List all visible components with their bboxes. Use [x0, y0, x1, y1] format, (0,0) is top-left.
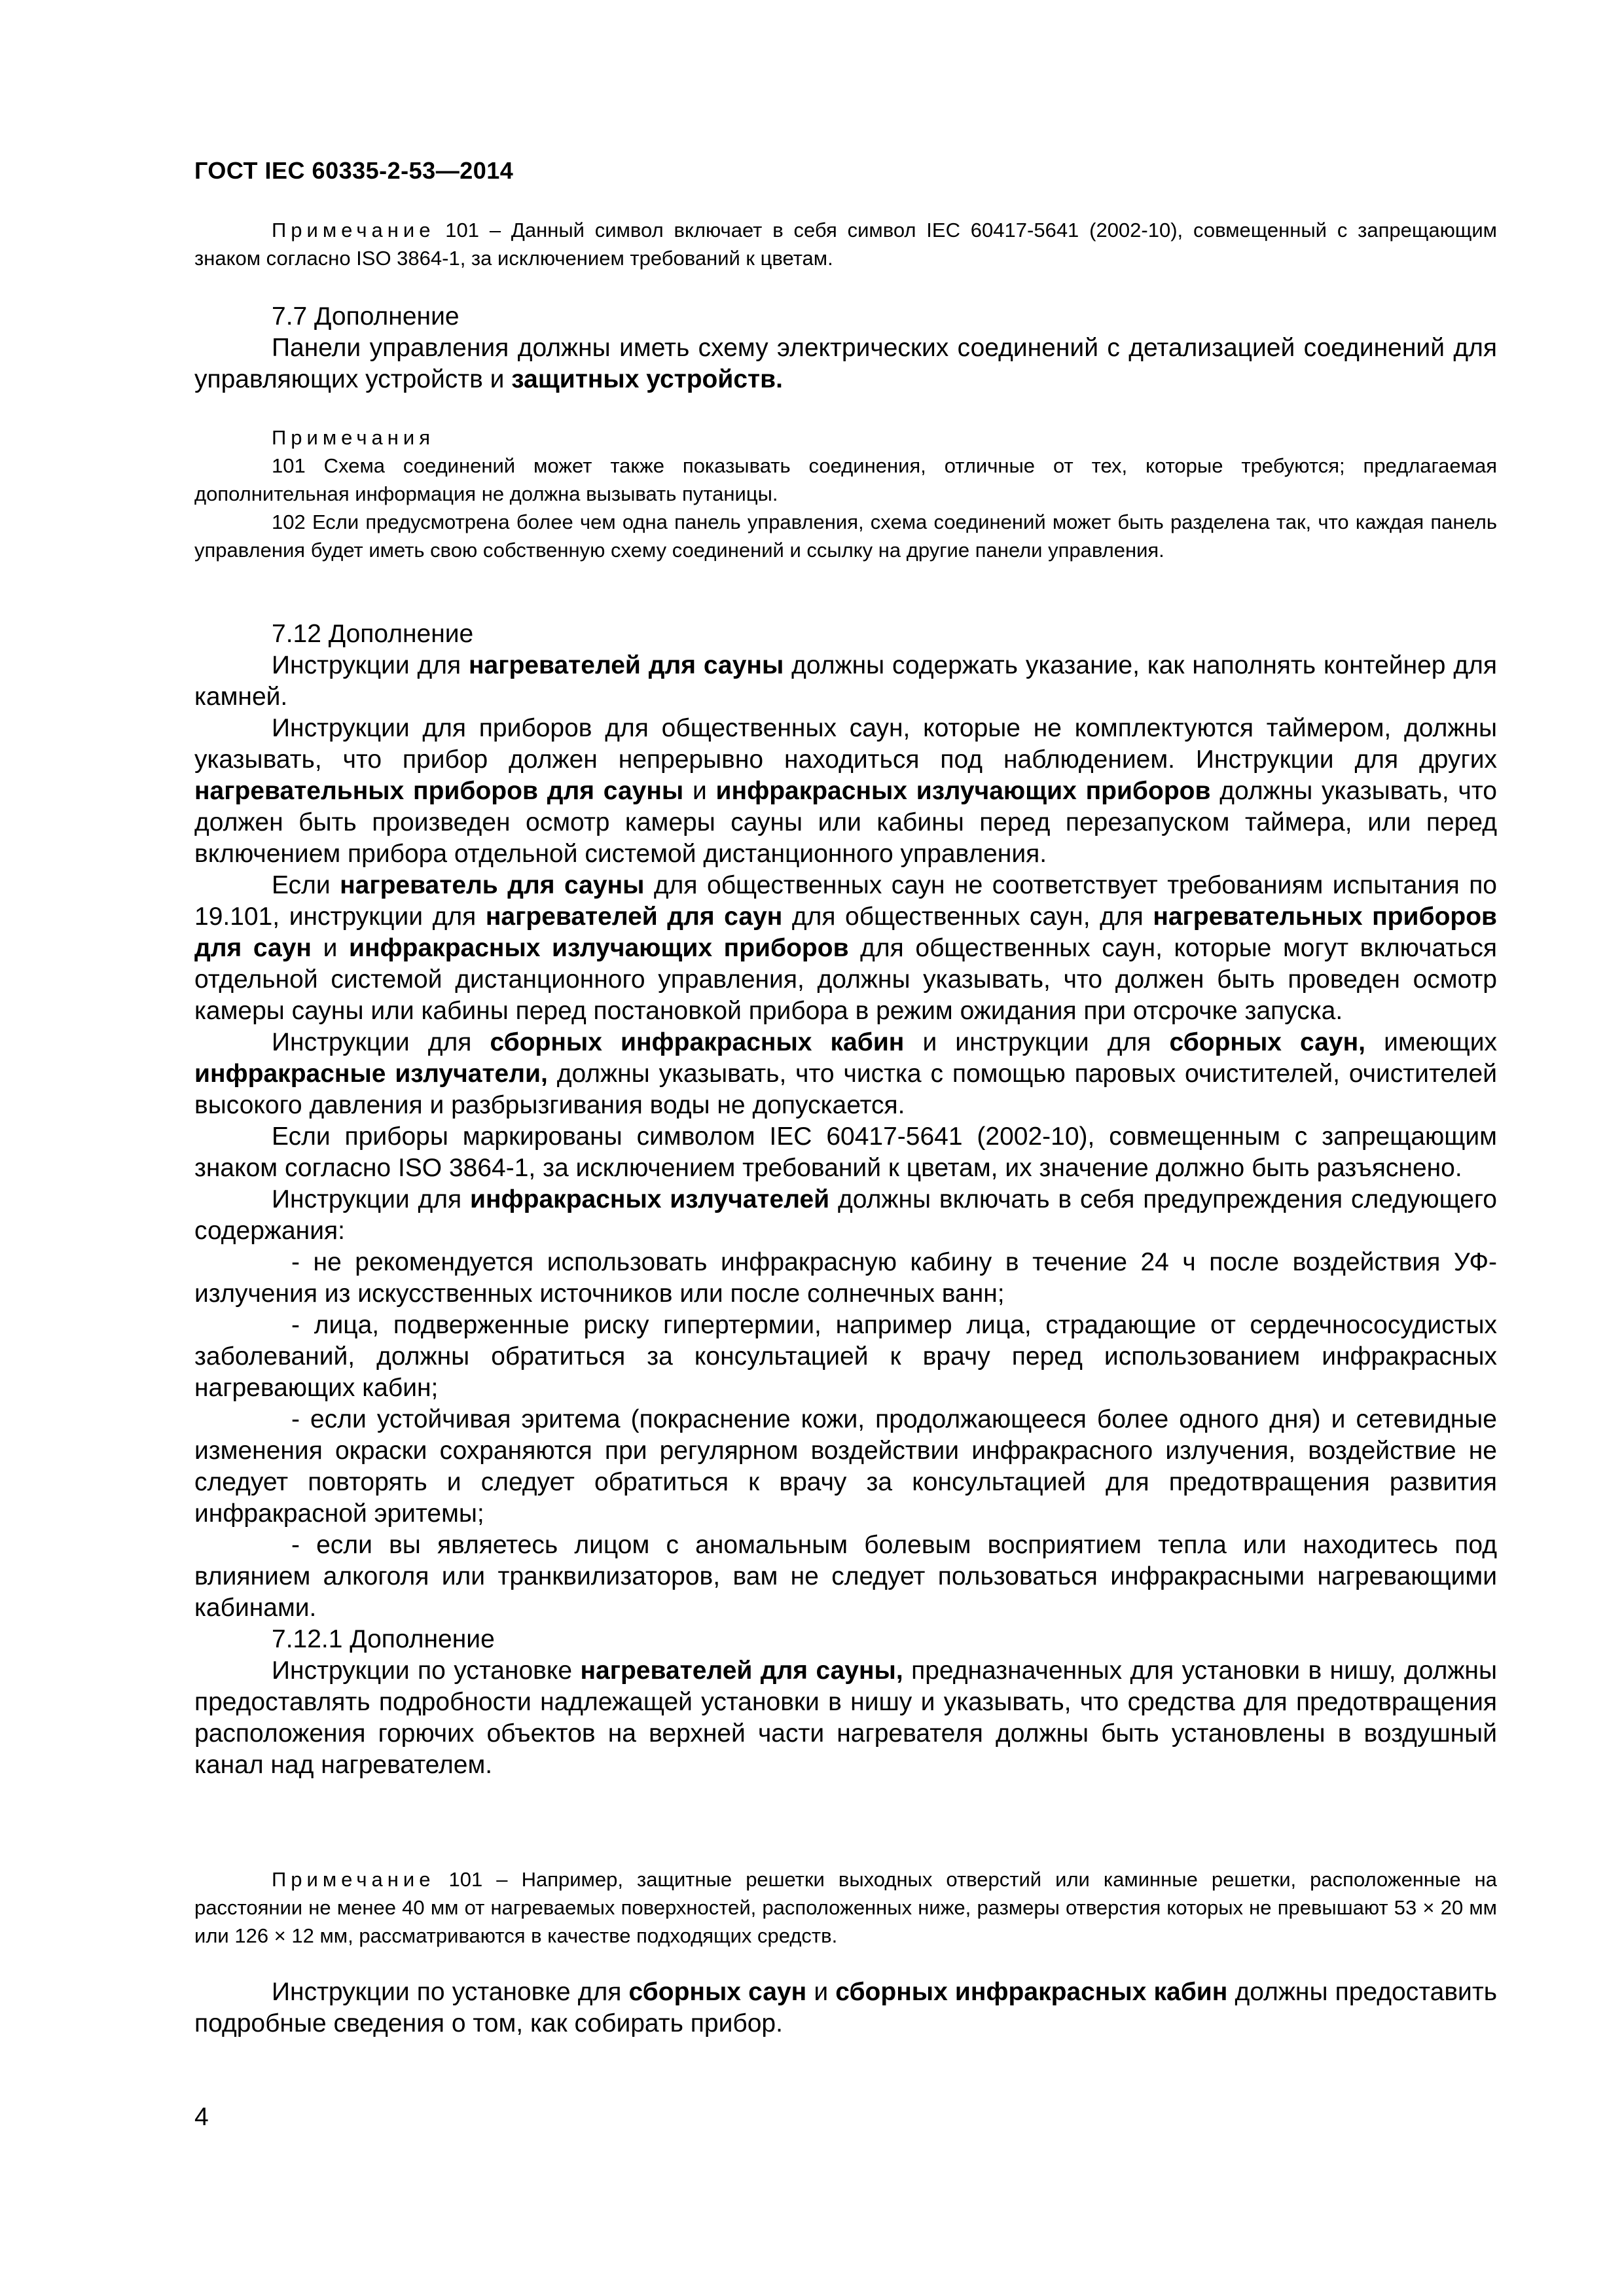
document-header: ГОСТ IEC 60335-2-53—2014 — [194, 157, 514, 184]
note-label: Примечание — [272, 219, 435, 242]
paragraph: Инструкции для инфракрасных излучателей должны включать в себя предупреждения следующего содержания: — [194, 1185, 1497, 1245]
final-paragraph — [194, 1977, 1497, 2039]
note-text: 101 – Данный символ включает в себя символ IEC 60417-5641 (2002-10), совмещенный с запрещающим знаком согласно ISO 3864-1, за исключением требований к цветам. — [194, 219, 1497, 270]
warning-item: - если устойчивая эритема (покраснение кожи, продолжающееся более одного дня) и сетевидные изменения окраски сохраняются при регулярном воздействии инфракрасного излучения, воздействие не следует повторять и следует обратиться к врачу за консультацией для предотвращения развития инфракрасной эритемы; — [194, 1405, 1497, 1528]
paragraph: Инструкции для приборов для общественных саун, которые не комплектуются таймером, должны указывать, что прибор должен непрерывно находиться под наблюдением. Инструкции для других нагревательных приборов для сауны и инфракрасных излучающих приборов должны указывать, что должен быть произведен осмотр камеры сауны или кабины перед перезапуском таймера, или перед включением прибора отдельной системой дистанционного управления. — [194, 714, 1497, 868]
notes-label: Примечания — [272, 426, 435, 449]
paragraph: Панели управления должны иметь схему электрических соединений с детализацией соединений для управляющих устройств и защитных устройств. — [194, 334, 1497, 393]
paragraph: Инструкции по установке для сборных саун и сборных инфракрасных кабин должны предоставить подробные сведения о том, как собирать прибор. — [194, 1978, 1498, 2037]
section-heading: 7.12 Дополнение — [272, 620, 474, 648]
section-heading: 7.7 Дополнение — [272, 302, 460, 331]
section-heading: 7.12.1 Дополнение — [272, 1625, 495, 1653]
paragraph: Инструкции по установке нагревателей для сауны, предназначенных для установки в нишу, должны предоставлять подробности надлежащей установки в нишу и указывать, что средства для предотвращения расположения горючих объектов на верхней части нагревателя должны быть установлены в воздушный канал над нагревателем. — [194, 1657, 1498, 1779]
note-101-symbol — [194, 216, 1497, 272]
notes-7-7 — [194, 423, 1497, 564]
warning-item: - лица, подверженные риску гипертермии, например лица, страдающие от сердечнососудистых заболеваний, должны обратиться за консультацией к врачу перед использованием инфракрасных нагревающих кабин; — [194, 1311, 1497, 1402]
note-text: 101 – Например, защитные решетки выходных отверстий или каминные решетки, расположенные на расстоянии не менее 40 мм от нагреваемых поверхностей, расположенных ниже, размеры отверстия которых не превышают 53 × 20 мм или 126 × 12 мм, рассматриваются в качестве подходящих средств. — [194, 1868, 1497, 1947]
paragraph: Если нагреватель для сауны для общественных саун не соответствует требованиям испытания по 19.101, инструкции для нагревателей для саун для общественных саун, для нагревательных приборов для саун и инфракрасных излучающих приборов для общественных саун, которые могут включаться отдельной системой дистанционного управления, должны указывать, что должен быть проведен осмотр камеры сауны или кабины перед постановкой прибора в режим ожидания при отсрочке запуска. — [194, 871, 1498, 1025]
note-item: 101 Схема соединений может также показывать соединения, отличные от тех, которые требуются; предлагаемая дополнительная информация не должна вызывать путаницы. — [194, 454, 1497, 505]
note-item: 102 Если предусмотрена более чем одна панель управления, схема соединений может быть разделена так, что каждая панель управления будет иметь свою собственную схему соединений и ссылку на другие панели управления. — [194, 511, 1497, 562]
section-7-7 — [194, 301, 1497, 395]
paragraph: Если приборы маркированы символом IEC 60417-5641 (2002-10), совмещенным с запрещающим знаком согласно ISO 3864-1, за исключением требований к цветам, их значение должно быть разъяснено. — [194, 1122, 1497, 1182]
note-label: Примечание — [272, 1868, 435, 1891]
section-7-12 — [194, 619, 1497, 1781]
paragraph: Инструкции для нагревателей для сауны должны содержать указание, как наполнять контейнер для камней. — [194, 651, 1497, 711]
warning-item: - не рекомендуется использовать инфракрасную кабину в течение 24 ч после воздействия УФ-излучения из искусственных источников или после солнечных ванн; — [194, 1248, 1497, 1308]
paragraph: Инструкции для сборных инфракрасных кабин и инструкции для сборных саун, имеющих инфракрасные излучатели, должны указывать, что чистка с помощью паровых очистителей, очистителей высокого давления и разбрызгивания воды не допускается. — [194, 1028, 1497, 1119]
defined-term: защитных устройств. — [511, 365, 783, 393]
warning-item: - если вы являетесь лицом с аномальным болевым восприятием тепла или находитесь под влиянием алкоголя или транквилизаторов, вам не следует пользоваться инфракрасными нагревающими кабинами. — [194, 1531, 1497, 1622]
page-number: 4 — [194, 2103, 209, 2131]
note-7-12-1 — [194, 1865, 1497, 1950]
